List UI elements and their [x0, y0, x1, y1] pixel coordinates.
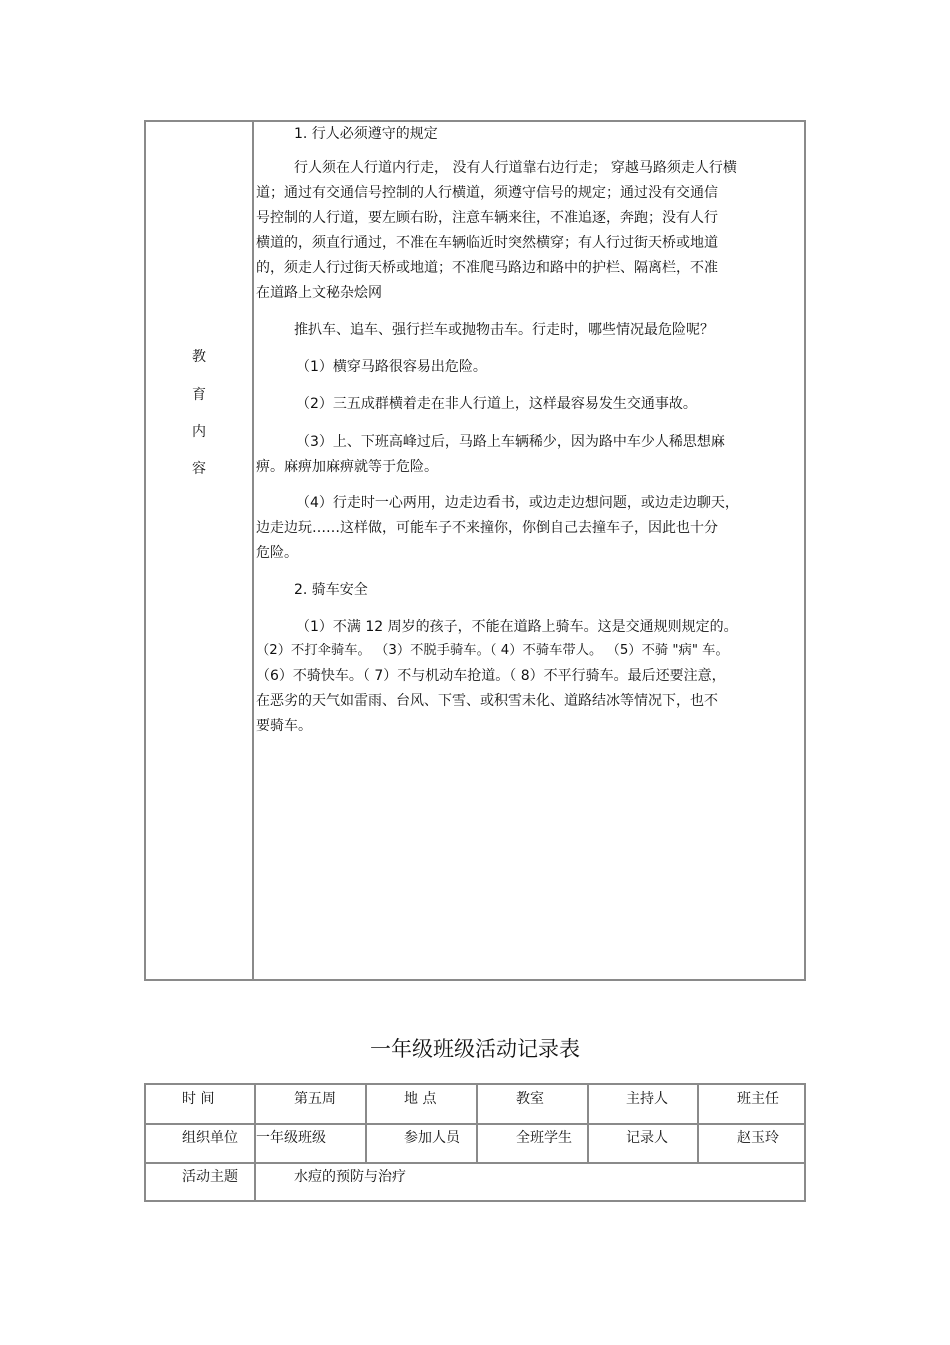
activity-record-table [144, 1083, 806, 1202]
location-value: 教室 [516, 1091, 544, 1107]
label-char: 内 [192, 424, 206, 440]
location-label: 地 点 [404, 1091, 437, 1107]
text-line: 道；通过有交通信号控制的人行横道，须遵守信号的规定；通过没有交通信 [256, 185, 718, 201]
education-content-table [144, 120, 806, 981]
row-divider [146, 1123, 804, 1125]
page-title: 一年级班级活动记录表 [370, 1037, 580, 1061]
organizer-label: 组织单位 [182, 1130, 238, 1146]
text-line: （1）横穿马路很容易出危险。 [296, 359, 487, 375]
column-divider [365, 1085, 367, 1162]
text-line: 推扒车、追车、强行拦车或抛物击车。行走时，哪些情况最危险呢？ [294, 322, 714, 338]
section-heading: 1. 行人必须遵守的规定 [294, 126, 438, 142]
text-line: 行人须在人行道内行走， 没有人行道靠右边行走； 穿越马路须走人行横 [294, 160, 737, 176]
organizer-value: 一年级班级 [256, 1130, 326, 1146]
label-char: 容 [192, 461, 206, 477]
text-line: 危险。 [256, 545, 298, 561]
text-line: （1）不满 12 周岁的孩子，不能在道路上骑车。这是交通规则规定的。 [296, 619, 738, 635]
recorder-label: 记录人 [626, 1130, 668, 1146]
column-divider [476, 1085, 478, 1162]
text-line: 要骑车。 [256, 718, 312, 734]
theme-label: 活动主题 [182, 1169, 238, 1185]
text-line: 边走边玩……这样做，可能车子不来撞你，你倒自己去撞车子，因此也十分 [256, 520, 718, 536]
section-heading: 2. 骑车安全 [294, 582, 368, 598]
theme-value: 水痘的预防与治疗 [294, 1169, 406, 1185]
text-line: 的，须走人行过街天桥或地道；不准爬马路边和路中的护栏、隔离栏，不准 [256, 260, 718, 276]
time-value: 第五周 [294, 1091, 336, 1107]
text-line: （2）三五成群横着走在非人行道上，这样最容易发生交通事故。 [296, 396, 697, 412]
participants-value: 全班学生 [516, 1130, 572, 1146]
education-content-text [256, 122, 804, 979]
label-char: 教 [192, 349, 206, 365]
text-line: （2）不打伞骑车。 （3）不脱手骑车。（ 4）不骑车带人。 （5）不骑 "病" 车。 [256, 643, 729, 658]
text-line: （3）上、下班高峰过后，马路上车辆稀少，因为路中车少人稀思想麻 [296, 434, 725, 450]
text-line: 号控制的人行道，要左顾右盼，注意车辆来往，不准追逐，奔跑；没有人行 [256, 210, 718, 226]
text-line: 痹。麻痹加麻痹就等于危险。 [256, 459, 438, 475]
row-divider [146, 1162, 804, 1164]
text-line: 在道路上文秘杂烩网 [256, 285, 382, 301]
text-line: （4）行走时一心两用，边走边看书，或边走边想问题，或边走边聊天， [296, 495, 739, 511]
recorder-value: 赵玉玲 [737, 1130, 779, 1146]
label-char: 育 [192, 387, 206, 403]
education-content-label-column [146, 122, 254, 979]
time-label: 时 间 [182, 1091, 215, 1107]
column-divider [697, 1085, 699, 1162]
column-divider [587, 1085, 589, 1162]
text-line: （6）不骑快车。（ 7）不与机动车抢道。（ 8）不平行骑车。最后还要注意， [256, 668, 726, 684]
participants-label: 参加人员 [404, 1130, 460, 1146]
host-value: 班主任 [737, 1091, 779, 1107]
text-line: 在恶劣的天气如雷雨、台风、下雪、或积雪未化、道路结冰等情况下，也不 [256, 693, 718, 709]
host-label: 主持人 [626, 1091, 668, 1107]
text-line: 横道的，须直行通过，不准在车辆临近时突然横穿；有人行过街天桥或地道 [256, 235, 718, 251]
